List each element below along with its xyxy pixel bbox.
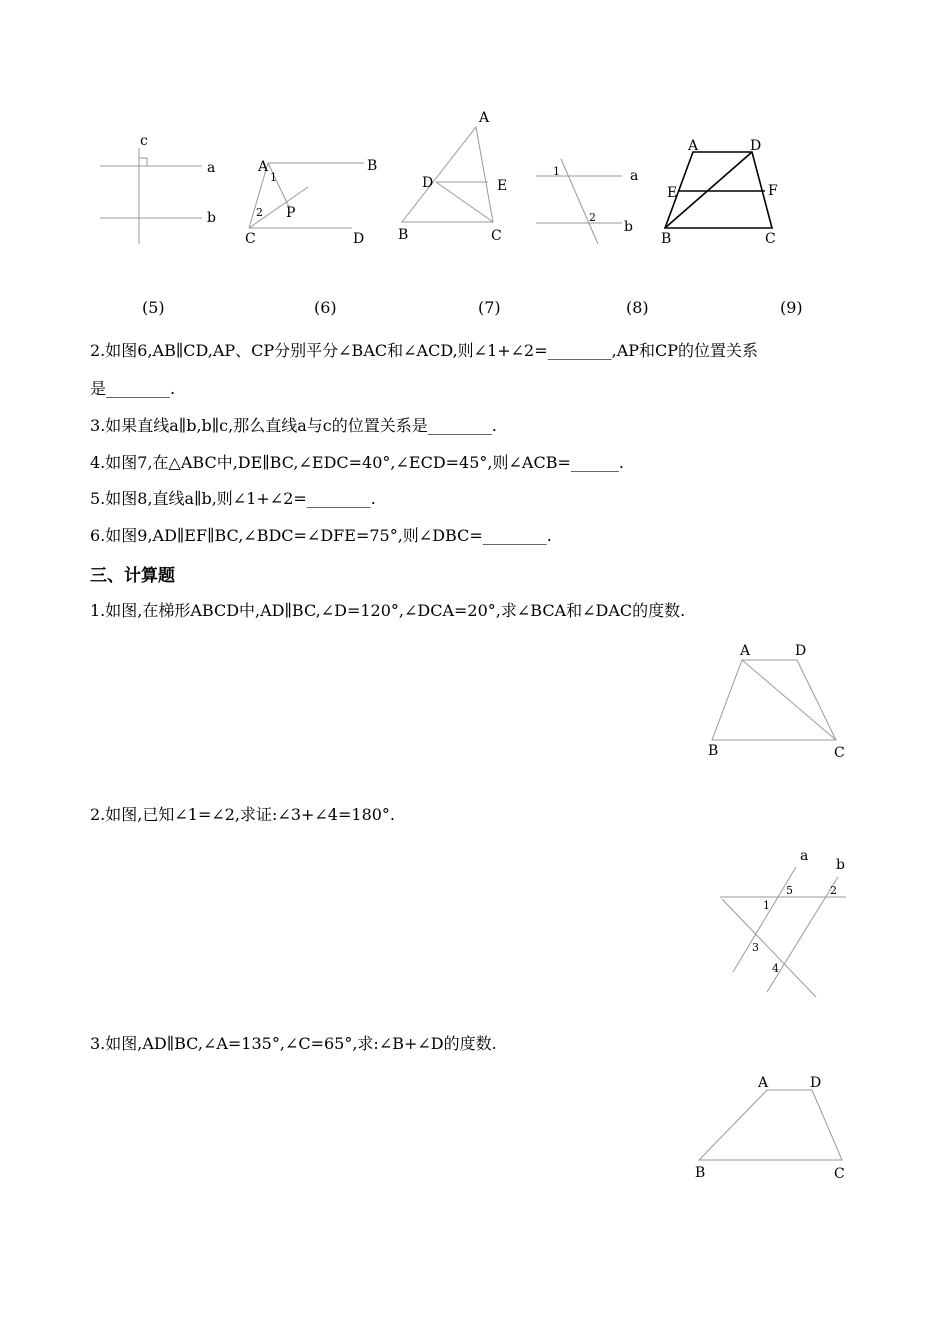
calc2-label-b: b (836, 857, 845, 873)
calc2-label-2: 2 (830, 884, 837, 897)
calc3-label-D: D (810, 1075, 822, 1091)
question-6: 6.如图9,AD∥EF∥BC,∠BDC=∠DFE=75°,则∠DBC=________. (90, 526, 552, 545)
calc3-label-C: C (834, 1166, 845, 1182)
fig5-label-c: c (140, 133, 148, 149)
fig9-label-E: E (667, 185, 678, 201)
calc-question-1: 1.如图,在梯形ABCD中,AD∥BC,∠D=120°,∠DCA=20°,求∠BCA和∠DAC的度数. (90, 601, 686, 620)
fig8-label-b: b (624, 219, 633, 235)
calc1-label-D: D (795, 643, 807, 659)
fig9-caption: (9) (780, 298, 803, 317)
question-2-line-2: 是________. (90, 379, 176, 398)
calc1-figure (712, 660, 836, 740)
fig6-label-C: C (245, 231, 256, 247)
fig6-label-D: D (353, 231, 365, 247)
fig5-caption: (5) (142, 298, 165, 317)
fig7-label-B: B (398, 227, 409, 243)
fig9-label-C: C (765, 231, 776, 247)
fig9-label-D: D (750, 138, 762, 154)
fig8-label-1: 1 (553, 165, 560, 178)
question-4: 4.如图7,在△ABC中,DE∥BC,∠EDC=40°,∠ECD=45°,则∠ACB=______. (90, 453, 624, 472)
figure-7 (402, 127, 493, 222)
fig9-label-F: F (768, 183, 778, 199)
calc-question-2: 2.如图,已知∠1=∠2,求证:∠3+∠4=180°. (90, 805, 396, 824)
fig6-label-2: 2 (256, 206, 263, 219)
fig5-label-b: b (207, 210, 216, 226)
calc2-label-4: 4 (772, 962, 779, 975)
figure-8 (536, 159, 622, 244)
calc-question-3: 3.如图,AD∥BC,∠A=135°,∠C=65°,求:∠B+∠D的度数. (90, 1034, 497, 1053)
calc3-figure (699, 1090, 842, 1160)
calc3-label-B: B (695, 1165, 706, 1181)
fig6-label-B: B (367, 158, 378, 174)
calc2-figure (720, 867, 846, 997)
calc1-label-B: B (708, 743, 719, 759)
calc2-label-a: a (800, 848, 809, 864)
section-title: 三、计算题 (90, 566, 175, 586)
fig5-label-a: a (207, 160, 216, 176)
figure-9 (665, 152, 772, 228)
fig7-label-E: E (497, 178, 508, 194)
calc3-label-A: A (758, 1075, 769, 1091)
fig7-label-D: D (422, 175, 434, 191)
question-5: 5.如图8,直线a∥b,则∠1+∠2=________. (90, 489, 376, 508)
fig7-label-A: A (479, 110, 490, 126)
fig8-label-a: a (630, 168, 639, 184)
calc2-label-3: 3 (752, 941, 759, 954)
fig7-label-C: C (491, 228, 502, 244)
calc1-label-C: C (834, 745, 845, 761)
figure-5 (100, 148, 202, 244)
fig8-caption: (8) (626, 298, 649, 317)
fig8-label-2: 2 (589, 211, 596, 224)
fig6-label-A: A (258, 159, 269, 175)
fig7-caption: (7) (478, 298, 501, 317)
fig9-label-B: B (661, 231, 672, 247)
fig6-label-P: P (286, 205, 296, 221)
fig6-label-1: 1 (270, 171, 277, 184)
question-3: 3.如果直线a∥b,b∥c,那么直线a与c的位置关系是________. (90, 416, 497, 435)
question-2-line-1: 2.如图6,AB∥CD,AP、CP分别平分∠BAC和∠ACD,则∠1+∠2=________,AP和CP的位置关系 (90, 341, 759, 360)
calc1-label-A: A (740, 643, 751, 659)
calc2-label-5: 5 (786, 884, 793, 897)
fig9-label-A: A (688, 138, 699, 154)
calc2-label-1: 1 (763, 899, 770, 912)
fig6-caption: (6) (314, 298, 337, 317)
